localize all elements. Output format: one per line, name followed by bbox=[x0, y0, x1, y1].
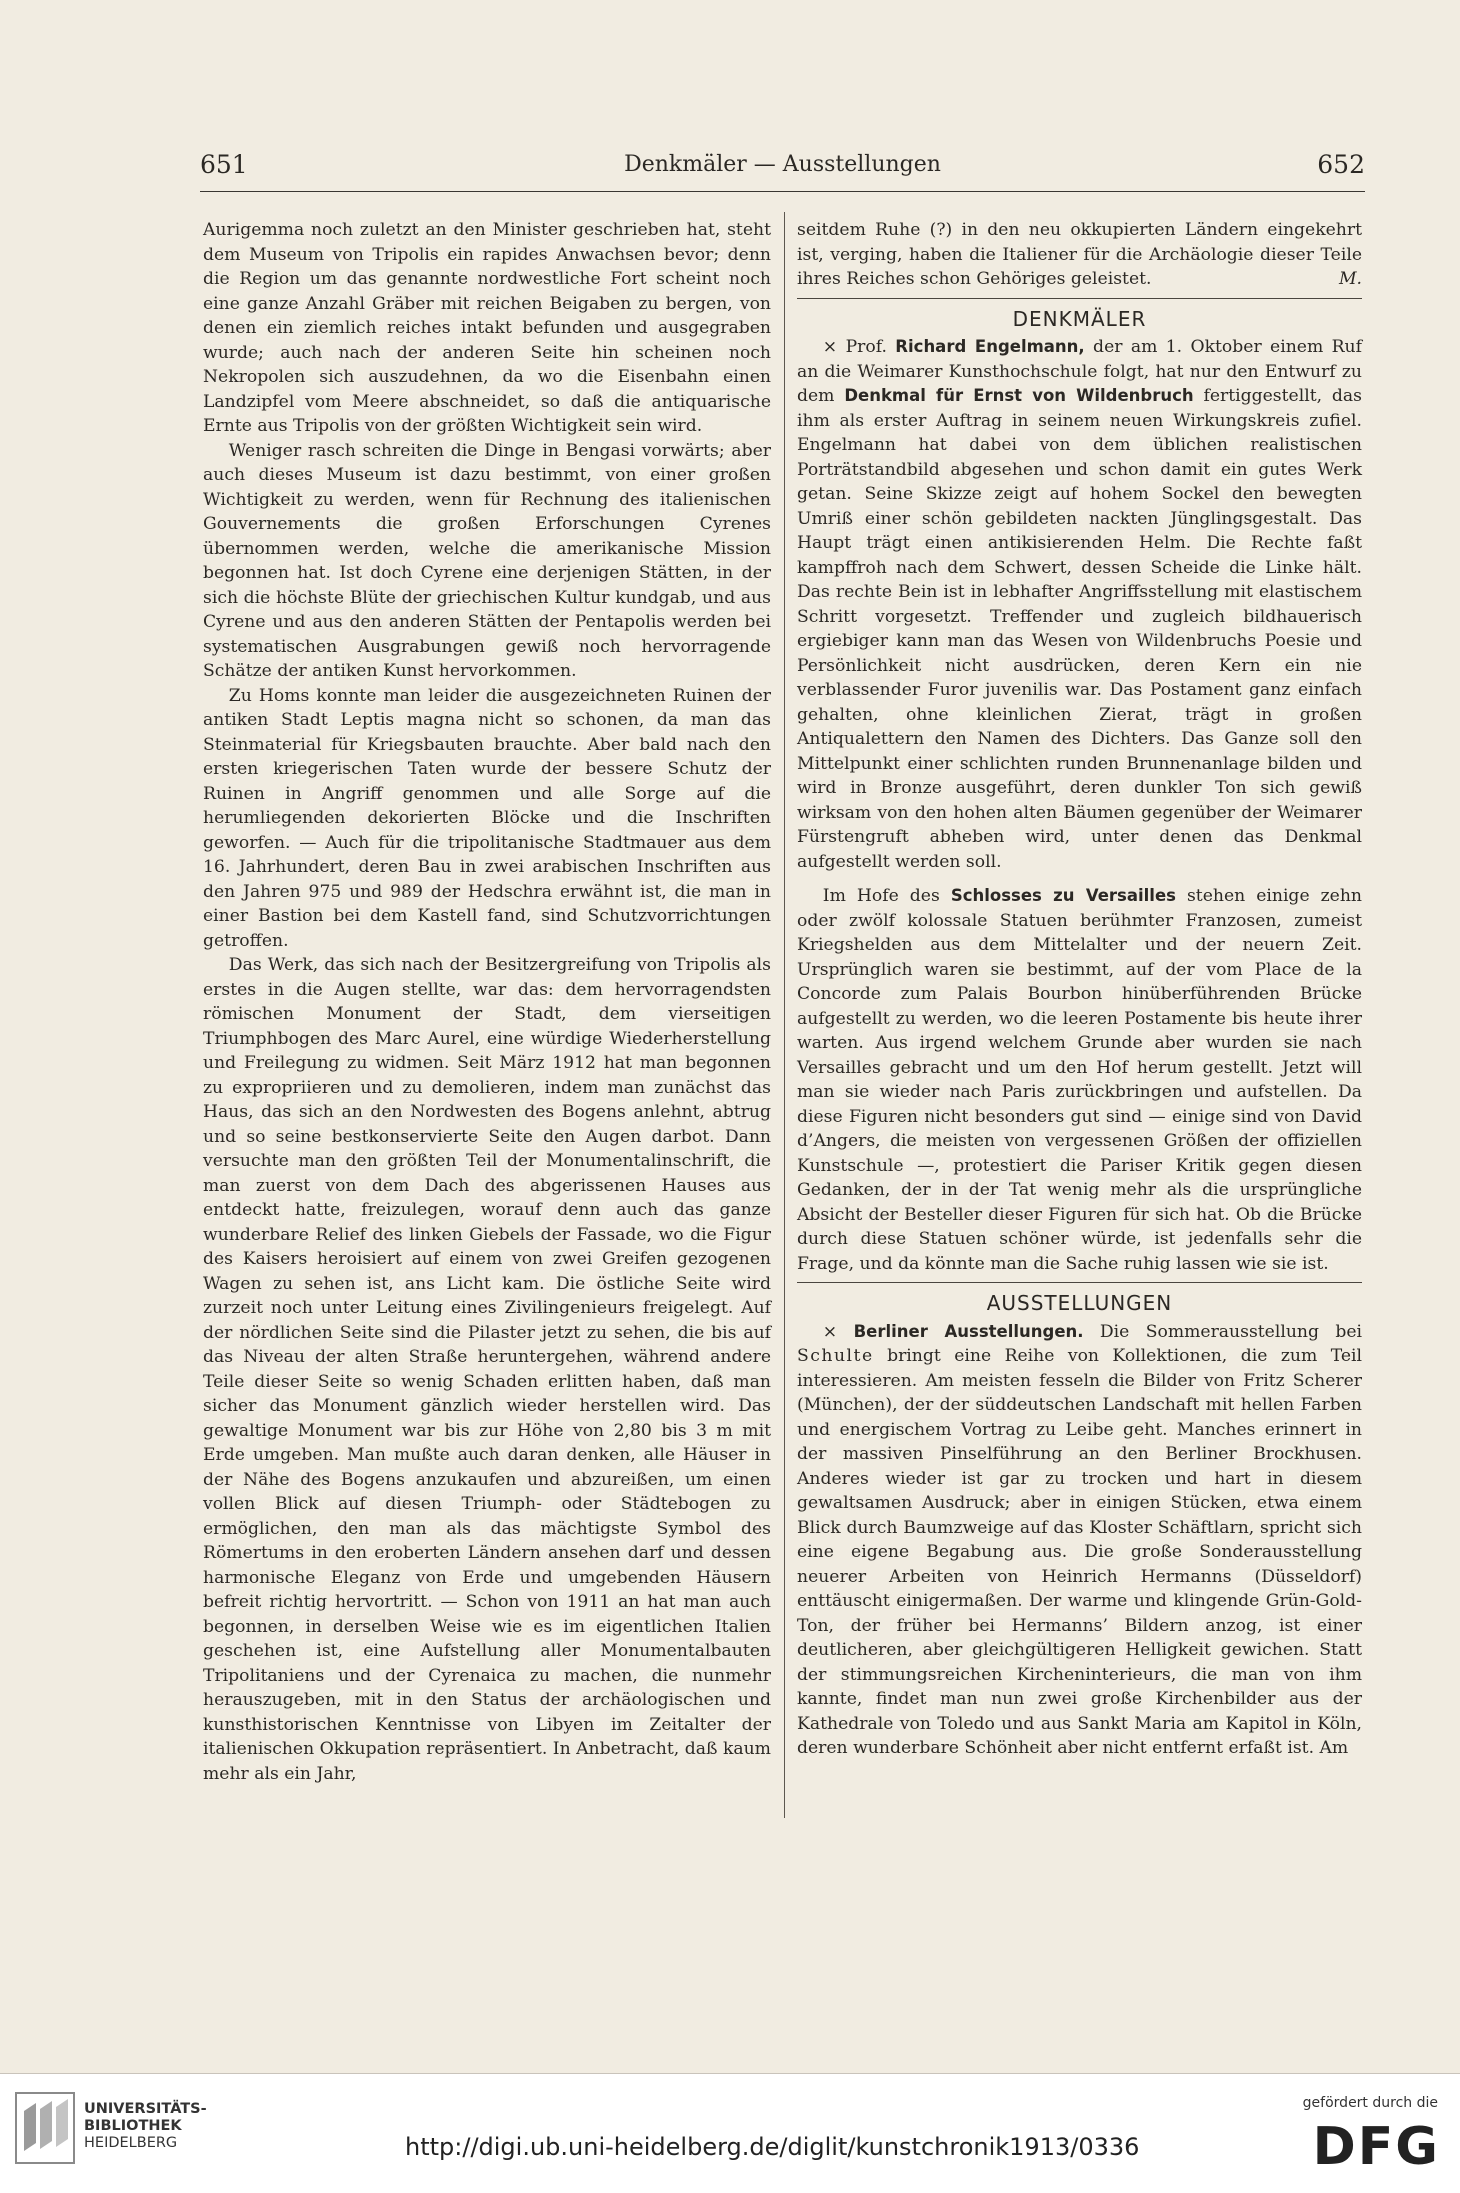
running-title: Denkmäler — Ausstellungen bbox=[624, 152, 941, 177]
source-url-link[interactable]: http://digi.ub.uni-heidelberg.de/diglit/kunstchronik1913/0336 bbox=[405, 2133, 1140, 2161]
right-column bbox=[797, 218, 1362, 1761]
text: bringt eine Reihe von Kollektionen, die zum Teil interessieren. Am meisten fesseln die Bilder von Fritz Scherer (München), der der süddeutschen Landschaft mit hellen Farben und energischem Vortrag zu Leibe geht. Manches erinnert in der massiven Pinselführung an den Berliner Brockhusen. Anderes wieder ist gar zu trocken und hart in diesem gewaltsamen Ausdruck; aber in einigen Stücken, etwa einem Blick durch Baumzweige auf das Kloster Schäftlarn, spricht sich eine eigene Begabung aus. Die große Sonderausstellung neuerer Arbeiten von Heinrich Hermanns (Düsseldorf) enttäuscht einigermaßen. Der warme und klingende Grün-Gold-Ton, der früher bei Hermanns’ Bildern anzog, ist einer deutlicheren, aber gleichgültigeren Helligkeit gewichen. Statt der stimmungsreichen Kircheninterieurs, die man von ihm kannte, findet man nun zwei große Kirchenbilder aus der Kathedrale von Toledo und aus Sankt Maria am Kapitol in Köln, deren wunderbare Schönheit aber nicht entfernt erfaßt ist. Am bbox=[797, 1346, 1362, 1758]
paragraph: Weniger rasch schreiten die Dinge in Bengasi vorwärts; aber auch dieses Museum ist dazu bestimmt, von einer großen Wichtigkeit zu werden, wenn für Rechnung des italienischen Gouvernements die großen Erforschungen Cyrenes übernommen werden, welche die amerikanische Mission begonnen hat. Ist doch Cyrene eine derjenigen Stätten, in der sich die höchste Blüte der griechischen Kultur kundgab, und aus Cyrene und aus den anderen Stätten der Pentapolis werden bei systematischen Ausgrabungen gewiß noch hervorragende Schätze der antiken Kunst hervorkommen. bbox=[203, 440, 771, 681]
section-title-denkmaeler: DENKMÄLER bbox=[1012, 306, 1147, 331]
page-header bbox=[200, 150, 1365, 190]
text: fertiggestellt, das ihm als erster Auftrag in seinem neuen Wirkungskreis zufiel. Engelmann hat dabei von dem üblichen realistischen Porträtstandbild abgesehen und schon damit ein gutes Werk getan. Seine Skizze zeigt auf hohem Sockel den bewegten Umriß einer schön gebildeten nackten Jünglingsgestalt. Das Haupt trägt einen antikisierenden Helm. Die Rechte faßt kampffroh nach dem Schwert, dessen Scheide die Linke hält. Das rechte Bein ist in lebhafter Angriffsstellung mit elastischem Schritt vorgesetzt. Treffender und zugleich bildhauerisch ergiebiger kann man das Wesen von Wildenbruchs Poesie und Persönlichkeit nicht ausdrücken, deren Kern ein nie verblassender Furor juvenilis war. Das Postament ganz einfach gehalten, ohne kleinlichen Zierat, trägt in großen Antiqualettern den Namen des Dichters. Das Ganze soll den Mittelpunkt einer schlichten runden Brunnenanlage bilden und wird in Bronze ausgeführt, deren dunkler Ton sich gewiß wirksam von den hohen alten Bäumen gegenüber der Weimarer Fürstengruft abheben wird, unter denen das Denkmal aufgestellt werden soll. bbox=[797, 386, 1362, 872]
paragraph-berlin bbox=[797, 1320, 1362, 1761]
library-name bbox=[84, 2101, 207, 2152]
university-library-logo-icon bbox=[14, 2091, 76, 2165]
paragraph: Zu Homs konnte man leider die ausgezeichneten Ruinen der antiken Stadt Leptis magna nicht so schonen, da man das Steinmaterial für Kriegsbauten brauchte. Aber bald nach den ersten kriegerischen Taten wurde der bessere Schutz der Ruinen in Angriff genommen und alle Sorge auf die herumliegenden dekorierten Blöcke und die Inschriften geworfen. — Auch für die tripolitanische Stadtmauer aus dem 16. Jahrhundert, deren Bau in zwei arabischen Inschriften aus den Jahren 975 und 989 der Hedschra erwähnt ist, die man in einer Bastion bei dem Kastell fand, sind Schutzvorrichtungen getroffen. bbox=[203, 685, 771, 951]
cross-icon: × bbox=[822, 337, 838, 357]
footer-rule bbox=[0, 2073, 1460, 2074]
text: Im Hofe des bbox=[822, 886, 951, 906]
header-rule bbox=[200, 191, 1365, 192]
gallery-name: Schulte bbox=[797, 1346, 874, 1366]
left-column bbox=[203, 218, 771, 1786]
paragraph-versailles bbox=[797, 884, 1362, 1276]
place-bold: Schlosses zu Versailles bbox=[950, 886, 1176, 905]
heading-bold: Berliner Ausstellungen. bbox=[853, 1321, 1084, 1341]
paragraph-engelmann bbox=[797, 335, 1362, 874]
funded-by-caption: gefördert durch die bbox=[1302, 2095, 1438, 2111]
library-line: HEIDELBERG bbox=[84, 2135, 178, 2151]
paragraph: Aurigemma noch zuletzt an den Minister geschrieben hat, steht dem Museum von Tripolis ein rapides Anwachsen bevor; denn die Region um das genannte nordwestliche Fort scheint noch eine ganze Anzahl Gräber mit reichen Beigaben zu bergen, von denen ein ziemlich reiches intakt befunden und ausgegraben wurde; auch nach der anderen Seite hin scheinen noch Nekropolen sich auszudehnen, da wo die Eisenbahn einen Landzipfel vom Meere abschneidet, so daß die antiquarische Ernte aus Tripolis von der größten Wichtigkeit sein wird. bbox=[203, 220, 771, 436]
text: Die Sommerausstellung bei bbox=[1083, 1321, 1362, 1342]
page-number-right: 652 bbox=[1317, 150, 1365, 179]
library-line: BIBLIOTHEK bbox=[84, 2118, 182, 2134]
section-rule bbox=[797, 1282, 1362, 1283]
dfg-logo: DFG bbox=[1312, 2117, 1440, 2177]
intro-text: seitdem Ruhe (?) in den neu okkupierten Ländern eingekehrt ist, verging, haben die Italiener für die Archäologie dieser Teile ihres Reiches schon Gehöriges geleistet. bbox=[797, 220, 1362, 289]
section-rule bbox=[797, 298, 1362, 299]
text: Prof. bbox=[845, 337, 896, 357]
text: der am 1. Oktober einem Ruf an die Weimarer Kunsthochschule folgt, hat nur den Entwurf zu dem bbox=[797, 337, 1362, 406]
digitization-footer bbox=[0, 2073, 1460, 2193]
text: stehen einige zehn oder zwölf kolossale Statuen berühmter Franzosen, zumeist Kriegshelden aus dem Mittelalter und der neuern Zeit. Ursprünglich waren sie bestimmt, auf der vom Place de la Concorde zum Palais Bourbon hinüberführenden Brücke aufgestellt zu werden, wo die leeren Postamente bis heute ihrer warten. Aus irgend welchem Grunde aber wurden sie nach Versailles gebracht und um den Hof herum gestellt. Jetzt will man sie wieder nach Paris zurückbringen und aufstellen. Da diese Figuren nicht besonders gut sind — einige sind von David d’Angers, die meisten von vergessenen Größen der offiziellen Kunstschule —, protestiert die Pariser Kritik gegen diesen Gedanken, der in der Tat wenig mehr als die ursprüngliche Absicht der Besteller dieser Figuren für sich hat. Ob die Brücke durch diese Statuen schöner würde, ist jedenfalls sehr die Frage, und da könnte man die Sache ruhig lassen wie sie ist. bbox=[797, 886, 1362, 1274]
author-signature: M. bbox=[1338, 269, 1362, 289]
paragraph bbox=[797, 218, 1362, 292]
title-bold: Denkmal für Ernst von Wildenbruch bbox=[844, 386, 1194, 405]
page-number-left: 651 bbox=[200, 150, 248, 179]
column-divider bbox=[784, 212, 785, 1818]
paragraph: Das Werk, das sich nach der Besitzergreifung von Tripolis als erstes in die Augen stellte, war das: dem hervorragendsten römischen Monument der Stadt, dem vierseitigen Triumphbogen des Marc Aurel, eine würdige Wiederherstellung und Freilegung zu widmen. Seit März 1912 hat man begonnen zu expropriieren und zu demolieren, indem man zunächst das Haus, das sich an den Nordwesten des Bogens anlehnt, abtrug und so seine bestkonservierte Seite den Augen darbot. Dann versuchte man den größten Teil der Monumentalinschrift, die man zuerst von dem Dach des abgerissenen Hauses aus entdeckt hatte, freizulegen, worauf denn auch das ganze wunderbare Relief des linken Giebels der Fassade, wo die Figur des Kaisers heroisiert auf einem von zwei Greifen gezogenen Wagen zu sehen ist, ans Licht kam. Die östliche Seite wird zurzeit noch unter Leitung eines Zivilingenieurs freigelegt. Auf der nördlichen Seite sind die Pilaster jetzt zu sehen, die bis auf das Niveau der alten Straße heruntergehen, während andere Teile dieser Seite so wenig Schaden erlitten haben, daß man sicher das Monument gänzlich wieder herstellen wird. Das gewaltige Monument war bis zur Höhe von 2,80 bis 3 m mit Erde umgeben. Man mußte auch daran denken, alle Häuser in der Nähe des Bogens anzukaufen und abzureißen, um einen vollen Blick auf diesen Triumph- oder Städtebogen zu ermöglichen, den man als das mächtigste Symbol des Römertums in den eroberten Ländern ansehen darf und dessen harmonische Eleganz von Erde und umgebenden Häusern befreit richtig hervortritt. — Schon von 1911 an hat man auch begonnen, in derselben Weise wie es im eigentlichen Italien geschehen ist, eine Aufstellung aller Monumentalbauten Tripolitaniens und der Cyrenaica zu machen, die nunmehr herauszugeben, mit in den Status der archäologischen und kunsthistorischen Kenntnisse von Libyen im Zeitalter der italienischen Okkupation repräsentiert. In Anbetracht, daß kaum mehr als ein Jahr, bbox=[203, 955, 771, 1784]
name-bold: Richard Engelmann, bbox=[895, 337, 1085, 356]
library-line: UNIVERSITÄTS- bbox=[84, 2101, 207, 2117]
cross-icon: × bbox=[822, 1321, 838, 1342]
section-title-ausstellungen: AUSSTELLUNGEN bbox=[986, 1291, 1173, 1315]
